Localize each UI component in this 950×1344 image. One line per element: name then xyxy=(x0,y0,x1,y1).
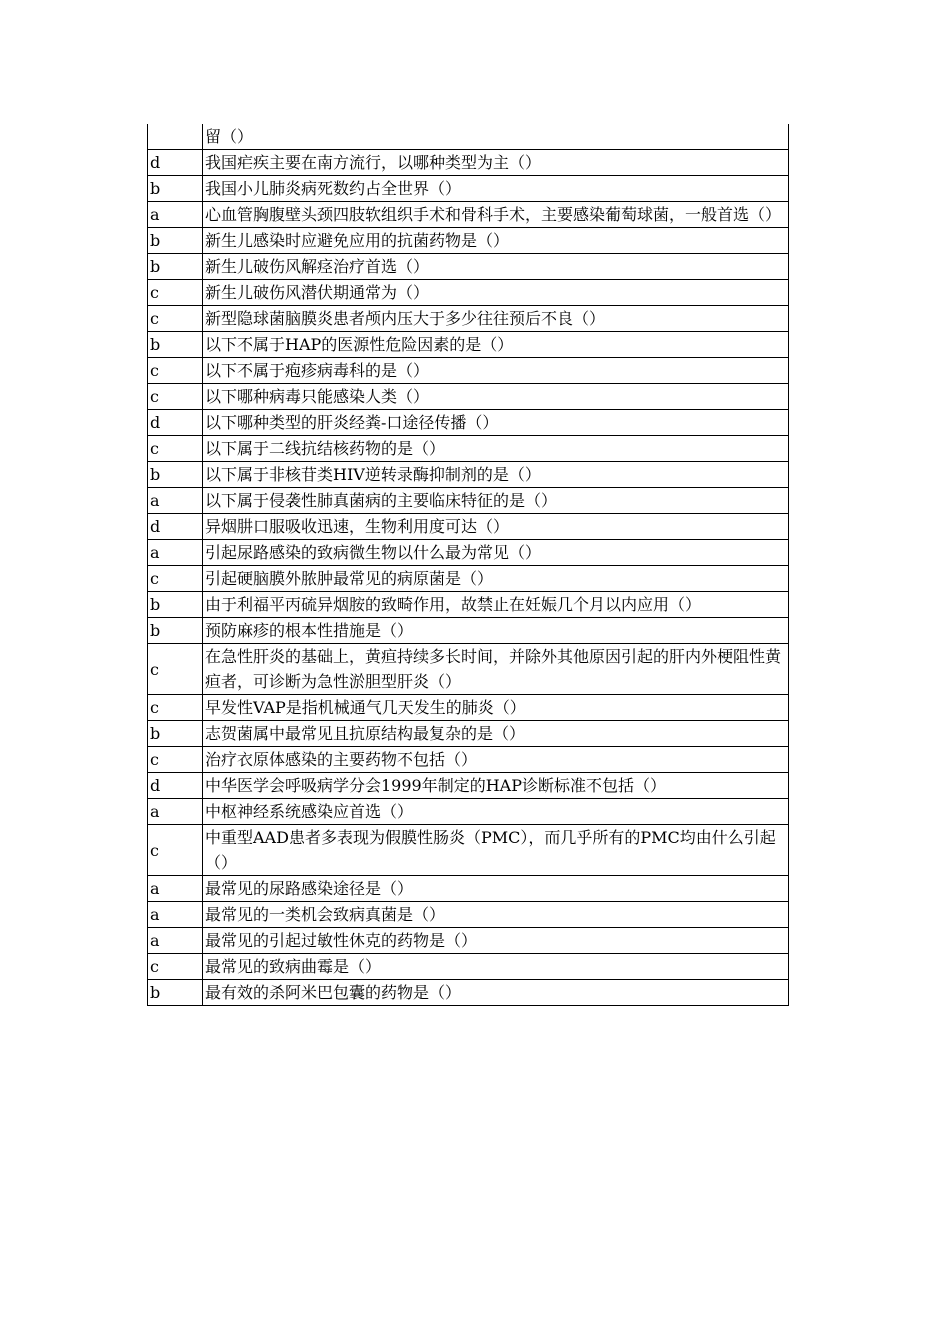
answer-cell: b xyxy=(148,592,203,618)
question-cell: 新生儿破伤风潜伏期通常为（） xyxy=(203,280,789,306)
question-cell: 我国小儿肺炎病死数约占全世界（） xyxy=(203,176,789,202)
answer-cell: a xyxy=(148,876,203,902)
question-cell: 志贺菌属中最常见且抗原结构最复杂的是（） xyxy=(203,721,789,747)
question-cell: 中枢神经系统感染应首选（） xyxy=(203,799,789,825)
table-row xyxy=(148,384,789,410)
table-row xyxy=(148,773,789,799)
answer-cell: a xyxy=(148,928,203,954)
table-row xyxy=(148,254,789,280)
answer-cell: d xyxy=(148,514,203,540)
question-cell: 新生儿感染时应避免应用的抗菌药物是（） xyxy=(203,228,789,254)
table-row xyxy=(148,202,789,228)
table-row xyxy=(148,358,789,384)
table-row xyxy=(148,280,789,306)
answer-cell: b xyxy=(148,332,203,358)
answer-cell: b xyxy=(148,980,203,1006)
question-cell: 引起硬脑膜外脓肿最常见的病原菌是（） xyxy=(203,566,789,592)
table-row xyxy=(148,436,789,462)
question-cell: 引起尿路感染的致病微生物以什么最为常见（） xyxy=(203,540,789,566)
table-row xyxy=(148,799,789,825)
answer-cell: b xyxy=(148,721,203,747)
answer-cell: c xyxy=(148,436,203,462)
answer-cell: c xyxy=(148,358,203,384)
answer-cell: b xyxy=(148,176,203,202)
answer-cell: c xyxy=(148,306,203,332)
table-row xyxy=(148,228,789,254)
table-row xyxy=(148,124,789,150)
answer-cell: c xyxy=(148,954,203,980)
answer-cell: a xyxy=(148,540,203,566)
question-cell: 心血管胸腹壁头颈四肢软组织手术和骨科手术，主要感染葡萄球菌，一般首选（） xyxy=(203,202,789,228)
answer-cell: b xyxy=(148,462,203,488)
table-row xyxy=(148,540,789,566)
answer-cell: c xyxy=(148,566,203,592)
answer-cell: b xyxy=(148,228,203,254)
question-cell: 最有效的杀阿米巴包囊的药物是（） xyxy=(203,980,789,1006)
question-cell: 由于利福平丙硫异烟胺的致畸作用，故禁止在妊娠几个月以内应用（） xyxy=(203,592,789,618)
question-cell: 最常见的尿路感染途径是（） xyxy=(203,876,789,902)
table-row xyxy=(148,980,789,1006)
table-row xyxy=(148,644,789,695)
table-row xyxy=(148,592,789,618)
answer-cell: d xyxy=(148,150,203,176)
question-cell: 以下不属于HAP的医源性危险因素的是（） xyxy=(203,332,789,358)
question-cell: 预防麻疹的根本性措施是（） xyxy=(203,618,789,644)
table-row xyxy=(148,488,789,514)
answer-cell: d xyxy=(148,410,203,436)
question-cell: 以下属于二线抗结核药物的是（） xyxy=(203,436,789,462)
question-cell: 中华医学会呼吸病学分会1999年制定的HAP诊断标准不包括（） xyxy=(203,773,789,799)
question-cell: 最常见的一类机会致病真菌是（） xyxy=(203,902,789,928)
table-row xyxy=(148,747,789,773)
question-cell: 异烟肼口服吸收迅速，生物利用度可达（） xyxy=(203,514,789,540)
answer-cell: c xyxy=(148,747,203,773)
question-cell: 早发性VAP是指机械通气几天发生的肺炎（） xyxy=(203,695,789,721)
answer-cell: c xyxy=(148,695,203,721)
table-row xyxy=(148,306,789,332)
answer-cell xyxy=(148,124,203,150)
answer-cell: a xyxy=(148,799,203,825)
table-row xyxy=(148,150,789,176)
question-cell: 我国疟疾主要在南方流行，以哪种类型为主（） xyxy=(203,150,789,176)
quiz-answer-table xyxy=(147,124,789,1006)
answer-cell: c xyxy=(148,825,203,876)
question-cell: 在急性肝炎的基础上，黄疸持续多长时间，并除外其他原因引起的肝内外梗阻性黄疸者，可诊断为急性淤胆型肝炎（） xyxy=(203,644,789,695)
table-row xyxy=(148,514,789,540)
table-row xyxy=(148,176,789,202)
question-cell: 最常见的引起过敏性休克的药物是（） xyxy=(203,928,789,954)
table-row xyxy=(148,928,789,954)
answer-cell: a xyxy=(148,202,203,228)
answer-cell: b xyxy=(148,618,203,644)
table-row xyxy=(148,902,789,928)
table-row xyxy=(148,954,789,980)
question-cell: 以下属于侵袭性肺真菌病的主要临床特征的是（） xyxy=(203,488,789,514)
answer-cell: d xyxy=(148,773,203,799)
table-row xyxy=(148,876,789,902)
question-cell: 留（） xyxy=(203,124,789,150)
table-row xyxy=(148,462,789,488)
question-cell: 最常见的致病曲霉是（） xyxy=(203,954,789,980)
table-row xyxy=(148,332,789,358)
answer-cell: a xyxy=(148,488,203,514)
answer-cell: a xyxy=(148,902,203,928)
question-cell: 以下哪种类型的肝炎经粪-口途径传播（） xyxy=(203,410,789,436)
table-row xyxy=(148,566,789,592)
question-cell: 以下不属于疱疹病毒科的是（） xyxy=(203,358,789,384)
table-row xyxy=(148,825,789,876)
table-row xyxy=(148,721,789,747)
question-cell: 新型隐球菌脑膜炎患者颅内压大于多少往往预后不良（） xyxy=(203,306,789,332)
question-cell: 中重型AAD患者多表现为假膜性肠炎（PMC），而几乎所有的PMC均由什么引起（） xyxy=(203,825,789,876)
answer-cell: b xyxy=(148,254,203,280)
answer-cell: c xyxy=(148,644,203,695)
answer-cell: c xyxy=(148,280,203,306)
table-row xyxy=(148,695,789,721)
answer-cell: c xyxy=(148,384,203,410)
question-cell: 以下属于非核苷类HIV逆转录酶抑制剂的是（） xyxy=(203,462,789,488)
table-row xyxy=(148,410,789,436)
table-row xyxy=(148,618,789,644)
question-cell: 治疗衣原体感染的主要药物不包括（） xyxy=(203,747,789,773)
question-cell: 新生儿破伤风解痉治疗首选（） xyxy=(203,254,789,280)
question-cell: 以下哪种病毒只能感染人类（） xyxy=(203,384,789,410)
